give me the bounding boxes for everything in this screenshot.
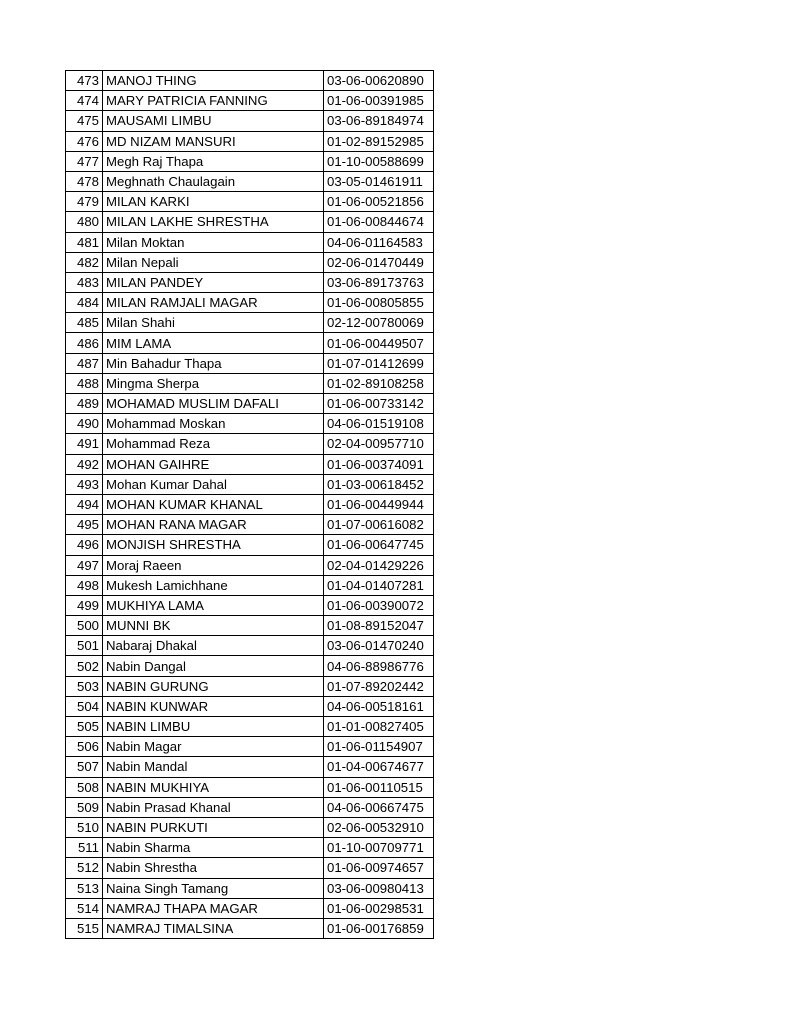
name-cell: MOHAMAD MUSLIM DAFALI — [103, 394, 324, 414]
table-body — [66, 71, 434, 939]
table-row — [66, 333, 434, 353]
table-row — [66, 252, 434, 272]
table-row — [66, 313, 434, 333]
table-row — [66, 595, 434, 615]
name-cell: MOHAN KUMAR KHANAL — [103, 494, 324, 514]
row-number-cell: 510 — [66, 817, 103, 837]
table-row — [66, 636, 434, 656]
table-row — [66, 232, 434, 252]
row-number-cell: 512 — [66, 858, 103, 878]
name-cell: MILAN KARKI — [103, 192, 324, 212]
row-number-cell: 498 — [66, 575, 103, 595]
id-number-cell: 03-06-89173763 — [324, 272, 434, 292]
name-cell: Nabin Sharma — [103, 838, 324, 858]
table-row — [66, 737, 434, 757]
name-cell: MUKHIYA LAMA — [103, 595, 324, 615]
row-number-cell: 496 — [66, 535, 103, 555]
name-cell: MUNNI BK — [103, 616, 324, 636]
id-number-cell: 01-06-00449507 — [324, 333, 434, 353]
id-number-cell: 01-06-00391985 — [324, 91, 434, 111]
name-cell: MIM LAMA — [103, 333, 324, 353]
row-number-cell: 502 — [66, 656, 103, 676]
id-number-cell: 01-04-01407281 — [324, 575, 434, 595]
name-cell: Meghnath Chaulagain — [103, 171, 324, 191]
table-row — [66, 817, 434, 837]
name-cell: MD NIZAM MANSURI — [103, 131, 324, 151]
table-row — [66, 414, 434, 434]
row-number-cell: 491 — [66, 434, 103, 454]
row-number-cell: 493 — [66, 474, 103, 494]
row-number-cell: 484 — [66, 293, 103, 313]
table-row — [66, 394, 434, 414]
id-number-cell: 01-02-89152985 — [324, 131, 434, 151]
table-row — [66, 535, 434, 555]
name-cell: NABIN KUNWAR — [103, 696, 324, 716]
row-number-cell: 483 — [66, 272, 103, 292]
name-cell: Nabin Shrestha — [103, 858, 324, 878]
id-number-cell: 01-04-00674677 — [324, 757, 434, 777]
id-number-cell: 01-06-00110515 — [324, 777, 434, 797]
id-number-cell: 01-07-01412699 — [324, 353, 434, 373]
row-number-cell: 481 — [66, 232, 103, 252]
id-number-cell: 01-06-00647745 — [324, 535, 434, 555]
table-row — [66, 777, 434, 797]
id-number-cell: 03-06-00980413 — [324, 878, 434, 898]
id-number-cell: 04-06-01164583 — [324, 232, 434, 252]
row-number-cell: 487 — [66, 353, 103, 373]
name-cell: MONJISH SHRESTHA — [103, 535, 324, 555]
table-row — [66, 575, 434, 595]
row-number-cell: 490 — [66, 414, 103, 434]
table-row — [66, 494, 434, 514]
id-number-cell: 02-04-00957710 — [324, 434, 434, 454]
id-number-cell: 02-12-00780069 — [324, 313, 434, 333]
table-row — [66, 838, 434, 858]
table-row — [66, 797, 434, 817]
row-number-cell: 474 — [66, 91, 103, 111]
row-number-cell: 505 — [66, 717, 103, 737]
name-cell: NAMRAJ TIMALSINA — [103, 918, 324, 938]
name-cell: Mohammad Moskan — [103, 414, 324, 434]
name-cell: Mohammad Reza — [103, 434, 324, 454]
name-cell: Mohan Kumar Dahal — [103, 474, 324, 494]
row-number-cell: 477 — [66, 151, 103, 171]
id-number-cell: 01-01-00827405 — [324, 717, 434, 737]
row-number-cell: 503 — [66, 676, 103, 696]
table-row — [66, 212, 434, 232]
row-number-cell: 482 — [66, 252, 103, 272]
table-row — [66, 717, 434, 737]
id-number-cell: 01-03-00618452 — [324, 474, 434, 494]
row-number-cell: 508 — [66, 777, 103, 797]
id-number-cell: 01-06-00974657 — [324, 858, 434, 878]
name-cell: Nabin Mandal — [103, 757, 324, 777]
row-number-cell: 500 — [66, 616, 103, 636]
name-cell: Nabin Dangal — [103, 656, 324, 676]
table-row — [66, 676, 434, 696]
name-cell: Moraj Raeen — [103, 555, 324, 575]
id-number-cell: 04-06-01519108 — [324, 414, 434, 434]
row-number-cell: 499 — [66, 595, 103, 615]
id-number-cell: 04-06-00667475 — [324, 797, 434, 817]
row-number-cell: 492 — [66, 454, 103, 474]
row-number-cell: 495 — [66, 515, 103, 535]
row-number-cell: 509 — [66, 797, 103, 817]
row-number-cell: 513 — [66, 878, 103, 898]
id-number-cell: 04-06-88986776 — [324, 656, 434, 676]
name-cell: MAUSAMI LIMBU — [103, 111, 324, 131]
name-cell: Nabin Prasad Khanal — [103, 797, 324, 817]
table-row — [66, 91, 434, 111]
id-number-cell: 01-06-00805855 — [324, 293, 434, 313]
name-cell: MOHAN GAIHRE — [103, 454, 324, 474]
name-cell: MILAN RAMJALI MAGAR — [103, 293, 324, 313]
row-number-cell: 479 — [66, 192, 103, 212]
id-number-cell: 03-06-00620890 — [324, 71, 434, 91]
id-number-cell: 02-06-00532910 — [324, 817, 434, 837]
row-number-cell: 514 — [66, 898, 103, 918]
name-cell: Nabaraj Dhakal — [103, 636, 324, 656]
table-row — [66, 696, 434, 716]
id-number-cell: 01-07-89202442 — [324, 676, 434, 696]
row-number-cell: 504 — [66, 696, 103, 716]
id-number-cell: 01-06-00390072 — [324, 595, 434, 615]
name-cell: NABIN MUKHIYA — [103, 777, 324, 797]
row-number-cell: 497 — [66, 555, 103, 575]
table-row — [66, 131, 434, 151]
row-number-cell: 480 — [66, 212, 103, 232]
table-row — [66, 858, 434, 878]
row-number-cell: 476 — [66, 131, 103, 151]
id-number-cell: 01-08-89152047 — [324, 616, 434, 636]
id-number-cell: 03-06-01470240 — [324, 636, 434, 656]
row-number-cell: 485 — [66, 313, 103, 333]
name-cell: NABIN LIMBU — [103, 717, 324, 737]
id-number-cell: 01-06-00521856 — [324, 192, 434, 212]
table-row — [66, 454, 434, 474]
id-number-cell: 01-06-00176859 — [324, 918, 434, 938]
row-number-cell: 488 — [66, 373, 103, 393]
id-number-cell: 01-06-00844674 — [324, 212, 434, 232]
row-number-cell: 473 — [66, 71, 103, 91]
row-number-cell: 475 — [66, 111, 103, 131]
table-row — [66, 474, 434, 494]
table-row — [66, 151, 434, 171]
table-row — [66, 918, 434, 938]
table-row — [66, 353, 434, 373]
table-row — [66, 272, 434, 292]
name-cell: NAMRAJ THAPA MAGAR — [103, 898, 324, 918]
row-number-cell: 511 — [66, 838, 103, 858]
table-row — [66, 555, 434, 575]
table-row — [66, 898, 434, 918]
name-cell: MANOJ THING — [103, 71, 324, 91]
table-row — [66, 616, 434, 636]
row-number-cell: 507 — [66, 757, 103, 777]
name-cell: Naina Singh Tamang — [103, 878, 324, 898]
id-number-cell: 01-06-00298531 — [324, 898, 434, 918]
name-cell: Nabin Magar — [103, 737, 324, 757]
id-number-cell: 01-06-00449944 — [324, 494, 434, 514]
id-number-cell: 01-02-89108258 — [324, 373, 434, 393]
row-number-cell: 489 — [66, 394, 103, 414]
table-row — [66, 878, 434, 898]
id-number-cell: 01-10-00709771 — [324, 838, 434, 858]
table-row — [66, 293, 434, 313]
row-number-cell: 501 — [66, 636, 103, 656]
id-number-cell: 01-07-00616082 — [324, 515, 434, 535]
name-cell: Milan Shahi — [103, 313, 324, 333]
name-cell: Milan Moktan — [103, 232, 324, 252]
row-number-cell: 494 — [66, 494, 103, 514]
table-row — [66, 192, 434, 212]
name-cell: Milan Nepali — [103, 252, 324, 272]
id-number-cell: 01-06-00733142 — [324, 394, 434, 414]
name-cell: Megh Raj Thapa — [103, 151, 324, 171]
table-row — [66, 171, 434, 191]
data-table — [65, 70, 434, 939]
table-row — [66, 111, 434, 131]
table-row — [66, 373, 434, 393]
id-number-cell: 02-04-01429226 — [324, 555, 434, 575]
name-cell: MILAN PANDEY — [103, 272, 324, 292]
row-number-cell: 515 — [66, 918, 103, 938]
name-cell: MOHAN RANA MAGAR — [103, 515, 324, 535]
row-number-cell: 478 — [66, 171, 103, 191]
table-row — [66, 434, 434, 454]
id-number-cell: 01-10-00588699 — [324, 151, 434, 171]
id-number-cell: 01-06-01154907 — [324, 737, 434, 757]
name-cell: Min Bahadur Thapa — [103, 353, 324, 373]
id-number-cell: 03-06-89184974 — [324, 111, 434, 131]
row-number-cell: 506 — [66, 737, 103, 757]
name-cell: MILAN LAKHE SHRESTHA — [103, 212, 324, 232]
name-cell: NABIN GURUNG — [103, 676, 324, 696]
id-number-cell: 03-05-01461911 — [324, 171, 434, 191]
row-number-cell: 486 — [66, 333, 103, 353]
id-number-cell: 04-06-00518161 — [324, 696, 434, 716]
table-row — [66, 515, 434, 535]
name-cell: MARY PATRICIA FANNING — [103, 91, 324, 111]
table-row — [66, 757, 434, 777]
name-cell: Mukesh Lamichhane — [103, 575, 324, 595]
table-row — [66, 656, 434, 676]
id-number-cell: 01-06-00374091 — [324, 454, 434, 474]
name-cell: NABIN PURKUTI — [103, 817, 324, 837]
table-row — [66, 71, 434, 91]
name-cell: Mingma Sherpa — [103, 373, 324, 393]
id-number-cell: 02-06-01470449 — [324, 252, 434, 272]
